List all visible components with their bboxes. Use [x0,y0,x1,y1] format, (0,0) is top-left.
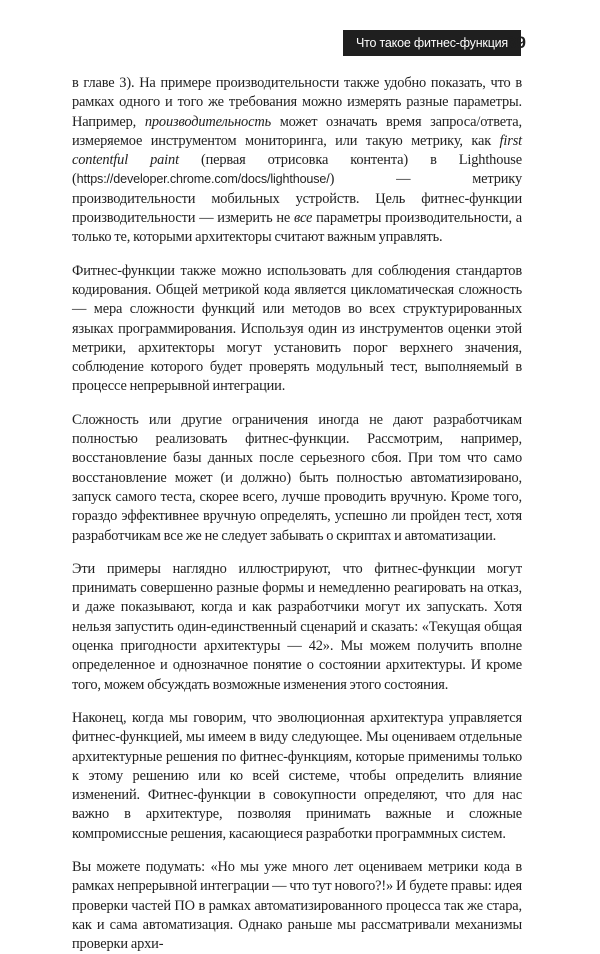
paragraph [72,858,522,954]
paragraph [72,411,522,546]
page-number: 39 [507,33,526,52]
text-run: параметры производительности, а только те, которыми архитекторы считают важным управлять. [72,210,522,246]
emphasis: все [294,210,313,227]
chapter-title: Что такое фитнес-функция [356,36,508,50]
text-run: Эти примеры наглядно иллюстрируют, что фитнес-функции могут принимать совершенно разные формы и немедленно реагировать на отказ, и даже показывают, когда и как разработчики могут их запускать. Хотя нельзя запустить один-единственный сценарий и сказать: «Текущая общая оценка пригодности архитектуры — 42». Мы можем получить вполне определенное и однозначное понятие о состоянии архитектуры. И кроме того, можем обсуждать возможные изменения этого состояния. [72,560,522,693]
paragraph [72,262,522,397]
page-body [72,74,522,954]
text-run: Вы можете подумать: «Но мы уже много лет оцениваем метрики кода в рамках непрерывной интеграции — что тут нового?!» И будете правы: идея проверки частей ПО в рамках автоматизированного процесса так же стара, как и сама автоматизация. Однако раньше мы рассматривали механизмы проверки архи- [72,858,522,953]
emphasis: first contentful paint [72,132,522,169]
text-run: в главе 3). На примере производительности также удобно показать, что в рамках одного и того же требования можно измерять разные параметры. Например, [72,75,522,130]
text-run: Сложность или другие ограничения иногда не дают разработчикам полностью реализовать фитнес-функции. Рассмотрим, например, восстановление базы данных после серьезного сбоя. При том что само восстановление может (и должно) быть полностью автоматизировано, запуск самого теста, скорее всего, лучше проводить вручную. Кроме того, гораздо эффективнее вручную определять, успешно ли пройден тест, хотя разработчикам все же не следует забывать о скриптах и автоматизации. [72,411,522,544]
paragraph [72,560,522,695]
paragraph [72,74,522,248]
text-run: (первая отрисовка контента) в Lighthouse ( [72,152,522,188]
text-run: ) — метрику производительности мобильных устройств. Цель фитнес-функции производительности — измерить не [72,171,522,227]
url-text: https://developer.chrome.com/docs/lighthouse/ [76,172,330,187]
emphasis: производительность [144,113,271,130]
text-run: Фитнес-функции также можно использовать для соблюдения стандартов кодирования. Общей метрикой кода является цикломатическая сложность — мера сложности функций или методов во всех структурированных языках программирования. Используя один из инструментов оценки этой метрики, архитекторы могут установить порог верхнего значения, соблюдение которого будет проверять модульный тест, выполняемый в процессе непрерывной интеграции. [72,262,522,395]
text-run: может означать время запроса/ответа, измеряемое инструментом мониторинга, или такую метрику, как [72,113,522,149]
text-run: Наконец, когда мы говорим, что эволюционная архитектура управляется фитнес-функцией, мы имеем в виду следующее. Мы оцениваем отдельные архитектурные решения по фитнес-функциям, которые применимы только к этому решению или ко всей системе, чтобы определить влияние изменений. Фитнес-функции в совокупности определяют, что для нас важно в архитектуре, позволяя принимать важные и сложные компромиссные решения, касающиеся разработки программных систем. [72,709,522,842]
paragraph [72,709,522,844]
